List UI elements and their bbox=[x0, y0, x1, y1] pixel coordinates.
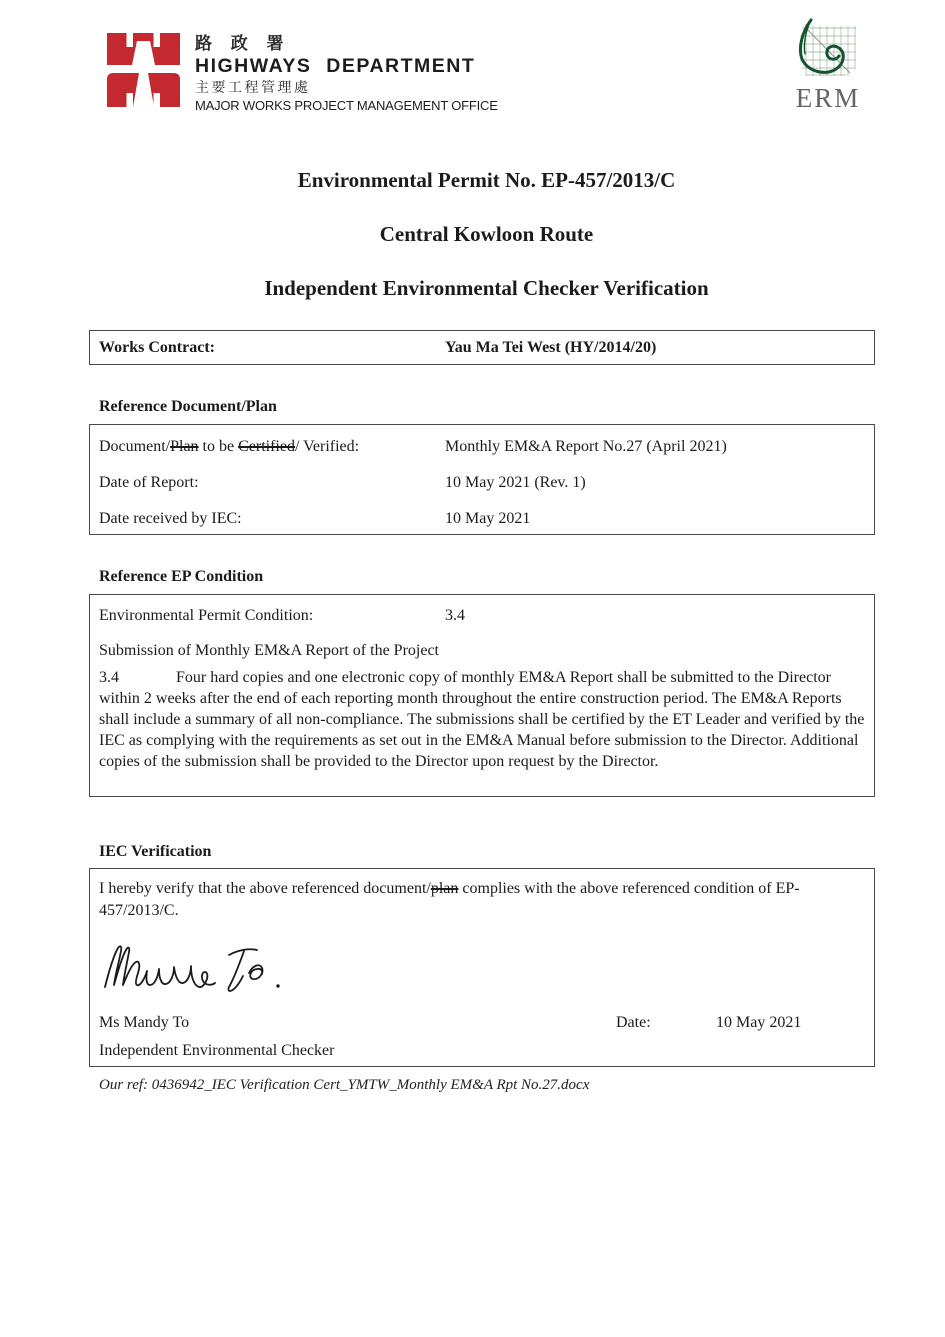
verification-statement: I hereby verify that the above referenced document/plan complies with the above referenced condition of EP-457/2013/C. bbox=[99, 880, 800, 919]
office-name-zh: 主要工程管理處 bbox=[195, 79, 311, 95]
works-contract-value: Yau Ma Tei West (HY/2014/20) bbox=[445, 338, 657, 356]
signer-name: Ms Mandy To bbox=[99, 1014, 190, 1031]
date-of-report-label: Date of Report: bbox=[99, 474, 199, 491]
document-to-be-verified-label: Document/Plan to be Certified/ Verified: bbox=[99, 438, 360, 455]
signer-date-row bbox=[99, 1012, 865, 1034]
date-received-label: Date received by IEC: bbox=[99, 510, 242, 527]
highways-department-logo-icon bbox=[107, 33, 180, 107]
ep-condition-label: Environmental Permit Condition: bbox=[99, 607, 314, 624]
project-title: Central Kowloon Route bbox=[379, 222, 594, 246]
document-header bbox=[107, 33, 498, 114]
reference-ep-condition-box bbox=[89, 594, 875, 797]
signature-image bbox=[101, 935, 316, 997]
date-label: Date: bbox=[616, 1014, 651, 1031]
iec-verification-box bbox=[89, 868, 875, 1067]
permit-number-title: Environmental Permit No. EP-457/2013/C bbox=[297, 168, 676, 192]
date-received-row bbox=[99, 501, 865, 537]
works-contract-box bbox=[89, 330, 875, 365]
dept-name-zh: 路 政 署 bbox=[195, 34, 291, 53]
struck-word-certified: Certified bbox=[238, 438, 295, 455]
office-name-en: MAJOR WORKS PROJECT MANAGEMENT OFFICE bbox=[195, 98, 498, 113]
clause-number: 3.4 bbox=[99, 669, 119, 686]
struck-word-plan-2: plan bbox=[430, 880, 459, 897]
iec-verification-heading: IEC Verification bbox=[99, 843, 212, 860]
erm-logo-icon bbox=[786, 18, 870, 114]
our-ref-footer: Our ref: 0436942_IEC Verification Cert_YMTW_Monthly EM&A Rpt No.27.docx bbox=[99, 1077, 590, 1093]
department-name-block bbox=[195, 33, 498, 114]
ep-condition-subtitle: Submission of Monthly EM&A Report of the Project bbox=[99, 642, 439, 659]
date-received-value: 10 May 2021 bbox=[445, 510, 531, 527]
date-of-report-row bbox=[99, 465, 865, 501]
clause-text: Four hard copies and one electronic copy of monthly EM&A Report shall be submitted to the Director within 2 weeks after the end of each reporting month throughout the entire construction period. The EM&A Reports shall include a summary of all non-compliance. The submissions shall be certified by the ET Leader and verified by the IEC as complying with the requirements as set out in the EM&A Manual before submission to the Director. Additional copies of the submission shall be provided to the Director upon request by the Director. bbox=[99, 669, 865, 770]
struck-word-plan: Plan bbox=[170, 438, 199, 455]
ep-condition-value: 3.4 bbox=[445, 607, 465, 624]
signature-area bbox=[101, 935, 865, 997]
signer-title: Independent Environmental Checker bbox=[99, 1042, 335, 1059]
reference-ep-condition-heading: Reference EP Condition bbox=[99, 568, 264, 585]
date-of-report-value: 10 May 2021 (Rev. 1) bbox=[445, 474, 586, 491]
ep-condition-clause bbox=[99, 667, 865, 772]
works-contract-label: Works Contract: bbox=[99, 338, 215, 356]
document-to-be-verified-value: Monthly EM&A Report No.27 (April 2021) bbox=[445, 438, 727, 455]
document-type-title: Independent Environmental Checker Verification bbox=[264, 276, 709, 300]
document-to-be-verified-row bbox=[99, 429, 865, 465]
ep-condition-row bbox=[99, 605, 865, 626]
reference-document-heading: Reference Document/Plan bbox=[99, 398, 277, 415]
date-value: 10 May 2021 bbox=[716, 1014, 802, 1031]
reference-document-box bbox=[89, 424, 875, 535]
dept-name-en: HIGHWAYS DEPARTMENT bbox=[195, 55, 476, 77]
erm-logo-text: ERM bbox=[795, 83, 861, 113]
